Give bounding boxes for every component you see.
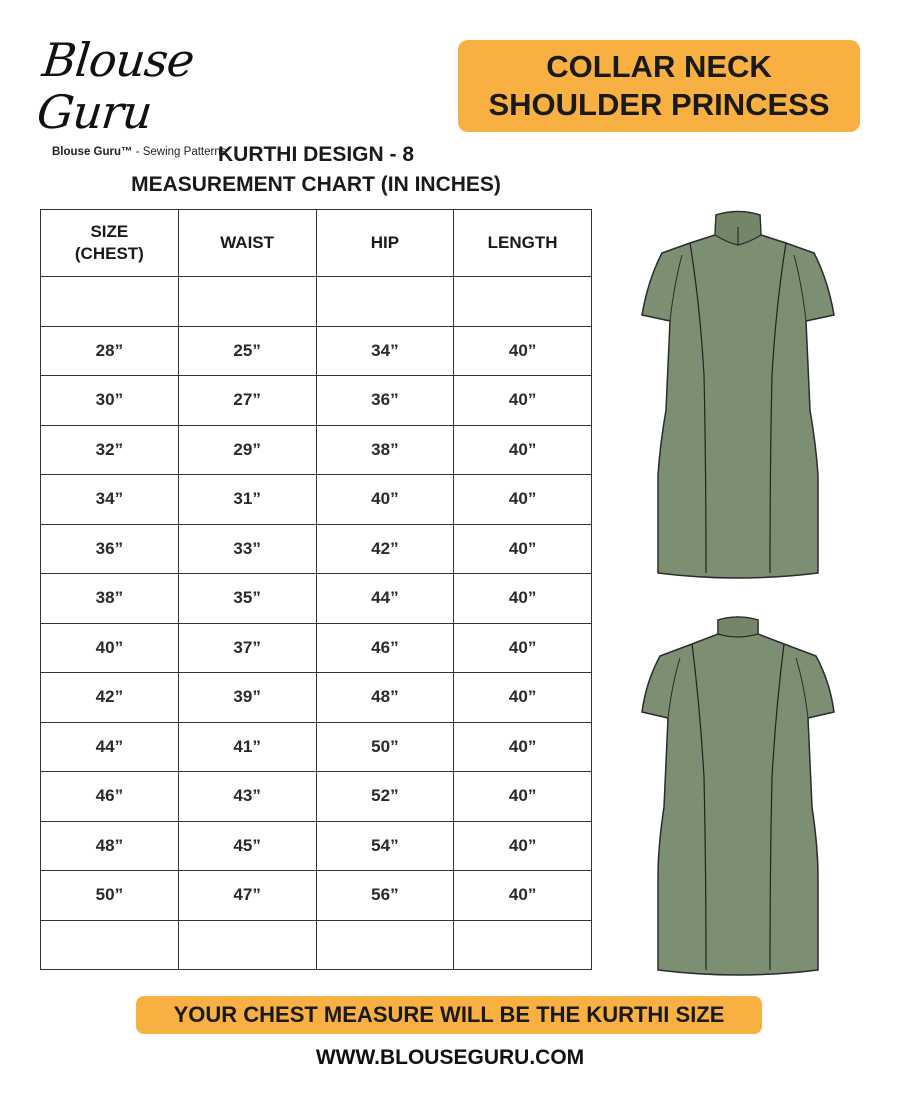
- cell-length: 40”: [454, 871, 592, 921]
- size-note-banner: [136, 996, 762, 1034]
- cell-size: 48”: [41, 821, 179, 871]
- cell-hip: 38”: [316, 425, 454, 475]
- header-size-line2: (CHEST): [74, 244, 144, 263]
- kurthi-front-body: [642, 212, 834, 579]
- cell-size: 38”: [41, 574, 179, 624]
- cell-waist: 25”: [178, 326, 316, 376]
- cell-length: 40”: [454, 821, 592, 871]
- cell-size: 34”: [41, 475, 179, 525]
- table-cell: [41, 277, 179, 327]
- header-length: LENGTH: [454, 210, 592, 277]
- table-cell: [316, 920, 454, 970]
- cell-size: 50”: [41, 871, 179, 921]
- cell-hip: 56”: [316, 871, 454, 921]
- logo-text: Blouse Guru: [34, 33, 197, 139]
- cell-waist: 45”: [178, 821, 316, 871]
- size-note-text: YOUR CHEST MEASURE WILL BE THE KURTHI SIZE: [173, 1002, 725, 1027]
- cell-hip: 50”: [316, 722, 454, 772]
- table-row-empty-bottom: [41, 920, 592, 970]
- cell-size: 44”: [41, 722, 179, 772]
- table-row: [41, 475, 592, 525]
- chart-heading-line2: MEASUREMENT CHART (IN INCHES): [131, 173, 501, 196]
- table-cell: [454, 920, 592, 970]
- design-title-line1: COLLAR NECK: [546, 49, 772, 84]
- cell-size: 30”: [41, 376, 179, 426]
- table-cell: [316, 277, 454, 327]
- kurthi-back-body: [642, 617, 834, 975]
- cell-length: 40”: [454, 574, 592, 624]
- cell-waist: 47”: [178, 871, 316, 921]
- table-row: [41, 673, 592, 723]
- table-cell: [178, 920, 316, 970]
- table-header-row: [41, 210, 592, 277]
- cell-waist: 29”: [178, 425, 316, 475]
- tagline-brand: Blouse Guru™: [52, 146, 133, 158]
- table-row: [41, 821, 592, 871]
- cell-waist: 41”: [178, 722, 316, 772]
- cell-size: 28”: [41, 326, 179, 376]
- cell-size: 42”: [41, 673, 179, 723]
- header-size: [41, 210, 179, 277]
- cell-size: 46”: [41, 772, 179, 822]
- cell-hip: 40”: [316, 475, 454, 525]
- cell-hip: 36”: [316, 376, 454, 426]
- table-row: [41, 574, 592, 624]
- cell-waist: 31”: [178, 475, 316, 525]
- cell-length: 40”: [454, 722, 592, 772]
- table-cell: [41, 920, 179, 970]
- table-row: [41, 524, 592, 574]
- table-row: [41, 376, 592, 426]
- cell-length: 40”: [454, 772, 592, 822]
- cell-hip: 48”: [316, 673, 454, 723]
- chart-heading-line1: KURTHI DESIGN - 8: [217, 143, 414, 166]
- measurement-table: [40, 209, 592, 970]
- website-url: WWW.BLOUSEGURU.COM: [315, 1046, 585, 1069]
- cell-length: 40”: [454, 475, 592, 525]
- chart-heading: [40, 140, 592, 200]
- cell-length: 40”: [454, 524, 592, 574]
- cell-hip: 42”: [316, 524, 454, 574]
- tagline-rest: - Sewing Patterns: [132, 146, 227, 158]
- cell-size: 32”: [41, 425, 179, 475]
- cell-length: 40”: [454, 425, 592, 475]
- table-row-empty-top: [41, 277, 592, 327]
- cell-waist: 39”: [178, 673, 316, 723]
- cell-size: 36”: [41, 524, 179, 574]
- cell-waist: 43”: [178, 772, 316, 822]
- cell-size: 40”: [41, 623, 179, 673]
- design-title-badge: [458, 40, 860, 132]
- header-size-line1: SIZE: [90, 222, 129, 241]
- cell-hip: 46”: [316, 623, 454, 673]
- cell-hip: 34”: [316, 326, 454, 376]
- cell-waist: 37”: [178, 623, 316, 673]
- cell-length: 40”: [454, 623, 592, 673]
- design-title-line2: SHOULDER PRINCESS: [488, 87, 830, 122]
- cell-waist: 35”: [178, 574, 316, 624]
- kurthi-back-collar: [718, 617, 758, 637]
- cell-hip: 52”: [316, 772, 454, 822]
- cell-waist: 27”: [178, 376, 316, 426]
- table-row: [41, 722, 592, 772]
- table-row: [41, 425, 592, 475]
- table-row: [41, 326, 592, 376]
- header-waist: WAIST: [178, 210, 316, 277]
- cell-length: 40”: [454, 326, 592, 376]
- cell-hip: 54”: [316, 821, 454, 871]
- kurthi-back-illustration: [638, 612, 838, 980]
- header-hip: HIP: [316, 210, 454, 277]
- cell-waist: 33”: [178, 524, 316, 574]
- kurthi-front-illustration: [638, 205, 838, 583]
- cell-length: 40”: [454, 673, 592, 723]
- table-cell: [454, 277, 592, 327]
- cell-hip: 44”: [316, 574, 454, 624]
- cell-length: 40”: [454, 376, 592, 426]
- table-row: [41, 772, 592, 822]
- table-row: [41, 623, 592, 673]
- table-row: [41, 871, 592, 921]
- table-cell: [178, 277, 316, 327]
